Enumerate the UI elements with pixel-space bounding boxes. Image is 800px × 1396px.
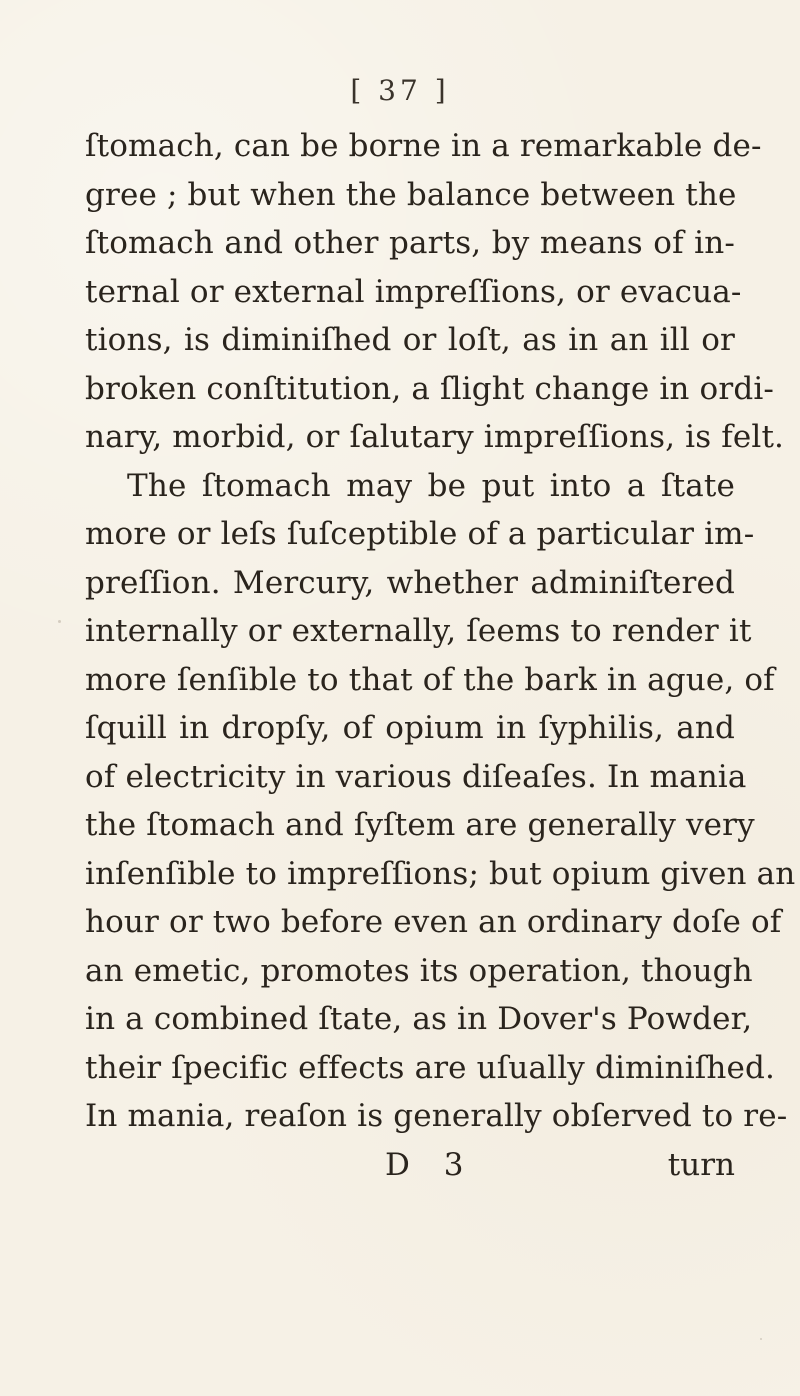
text-line: broken conſtitution, a ſlight change in ordi- [85, 370, 775, 407]
text-line: more ſenſible to that of the bark in ague, of [85, 661, 775, 698]
text-line: in a combined ſtate, as in Dover's Powder, [85, 1001, 753, 1037]
text-line: inſenſible to impreſſions; but opium given an [85, 855, 796, 892]
page-footer [85, 1143, 735, 1187]
catchword: turn [667, 1146, 735, 1183]
text-line: of electricity in various diſeaſes. In mania [85, 758, 747, 795]
text-line: tions, is diminiſhed or loſt, as in an ill or [85, 322, 735, 358]
paper-speck [602, 1018, 604, 1020]
text-line: internally or externally, ſeems to render it [85, 613, 752, 649]
text-line: their ſpecific effects are uſually diminiſhed. [85, 1049, 776, 1086]
paper-speck [418, 930, 420, 932]
text-line: more or leſs ſuſceptible of a particular im- [85, 516, 755, 552]
signature-mark: D 3 [385, 1146, 476, 1183]
text-line: ternal or external impreſſions, or evacua- [85, 273, 742, 310]
text-line: ſtomach, can be borne in a remarkable de- [85, 128, 762, 164]
text-line: the ſtomach and ſyſtem are generally very [85, 807, 755, 843]
text-line: gree ; but when the balance between the [85, 176, 737, 213]
paper-speck [760, 1338, 762, 1340]
text-line: The ſtomach may be put into a ſtate [127, 467, 735, 504]
text-line: ſtomach and other parts, by means of in- [85, 225, 735, 261]
text-line: nary, morbid, or ſalutary impreſſions, is felt. [85, 419, 785, 455]
text-line: ſquill in dropſy, of opium in ſyphilis, and [85, 710, 735, 746]
text-line: an emetic, promotes its operation, though [85, 952, 753, 989]
text-line: In mania, reaſon is generally obſerved to re- [85, 1098, 788, 1134]
text-line: preſſion. Mercury, whether adminiſtered [85, 564, 735, 601]
page-number-header: [ 37 ] [350, 74, 450, 107]
paper-speck [58, 620, 61, 623]
text-line: hour or two before even an ordinary doſe of [85, 904, 782, 940]
body-text [85, 122, 796, 1187]
